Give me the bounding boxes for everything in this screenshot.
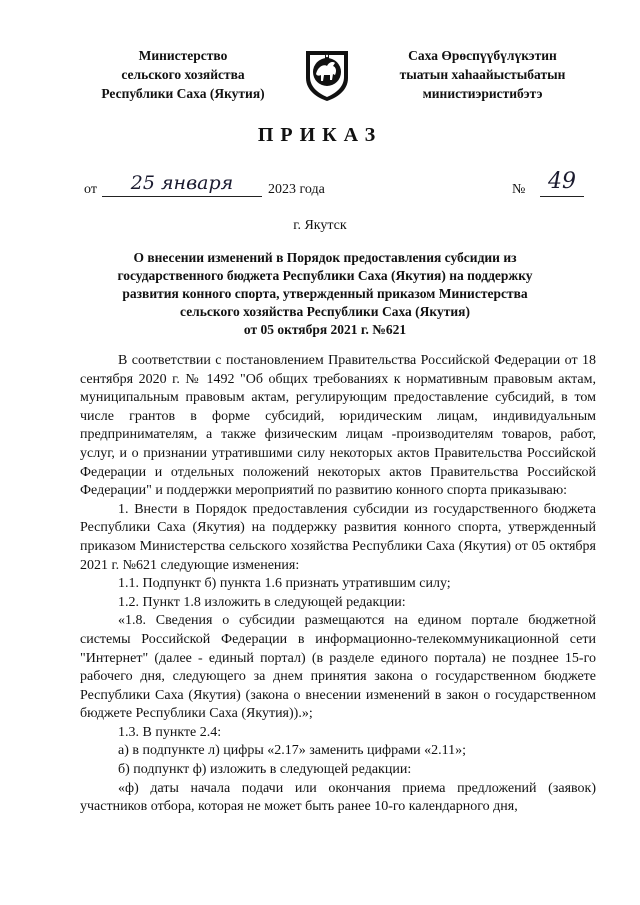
year-text: 2023 года [268, 182, 325, 197]
ministry-name-yakut [380, 46, 585, 103]
subject-line: О внесении изменений в Порядок предоставления субсидии из [133, 250, 517, 265]
body-paragraph: 1.2. Пункт 1.8 изложить в следующей редакции: [118, 594, 406, 610]
handwritten-number: 49 [540, 170, 584, 197]
body-paragraph: «ф) даты начала подачи или окончания приема предложений (заявок) участников отбора, которая не может быть ранее 10-го календарного дня, [80, 780, 596, 815]
body-paragraph: 1. Внести в Порядок предоставления субсидии из государственного бюджета Республики Саха (Якутия) на поддержку развития конного спорта, утвержденный приказом Министерства сельского хозяйства Республики Саха (Якутия) от 05 октября 2021 г. №621 следующие изменения: [80, 501, 596, 573]
subject-line: от 05 октября 2021 г. №621 [243, 322, 407, 337]
subject-line: государственного бюджета Республики Саха (Якутия) на поддержку [117, 268, 533, 283]
ministry-line: Республики Саха (Якутия) [101, 86, 265, 101]
body-paragraph: б) подпункт ф) изложить в следующей редакции: [118, 762, 412, 778]
handwritten-date: 25 января [102, 172, 262, 197]
body-paragraph: «1.8. Сведения о субсидии размещаются на едином портале бюджетной системы Российской Федерации в информационно-телекоммуникационной сети "Интернет" (далее - единый портал) (в разделе единого портала) не позднее 15-го рабочего дня, следующего за днем принятия закона о государственном бюджете Республики Саха (Якутия) (закона о внесении изменений в закон о государственном бюджете Республики Саха (Якутия)).»; [80, 613, 596, 722]
coat-of-arms-icon [302, 48, 352, 102]
body-paragraph: 1.3. В пункте 2.4: [118, 724, 222, 740]
number-prefix: № [512, 182, 526, 197]
ministry-name-russian [78, 46, 288, 103]
subject-line: сельского хозяйства Республики Саха (Якутия) [180, 304, 470, 319]
date-number-line [84, 170, 604, 204]
body-paragraph: В соответствии с постановлением Правительства Российской Федерации от 18 сентября 2020 г. № 1492 "Об общих требованиях к нормативным правовым актам, муниципальным правовым актам, регулирующим предоставление субсидий, в том числе грантов в форме субсидий, юридическим лицам, индивидуальным предпринимателям, а также физическим лицам -производителям товаров, работ, услуг, и о признании утратившими силу некоторых актов Правительства Российской Федерации и отдельных положений некоторых актов Правительства Российской Федерации" и поддержки мероприятий по развитию конного спорта приказываю: [80, 353, 596, 499]
ministry-line: Министерство [138, 48, 228, 63]
body-paragraph: а) в подпункте л) цифры «2.17» заменить цифрами «2.11»; [118, 743, 467, 759]
document-title: ПРИКАЗ [257, 124, 383, 146]
date-prefix: от [84, 182, 97, 197]
body-paragraph: 1.1. Подпункт б) пункта 1.6 признать утратившим силу; [118, 576, 451, 592]
ministry-line: сельского хозяйства [121, 67, 245, 82]
city-name: г. Якутск [293, 218, 347, 233]
order-body [80, 352, 596, 817]
ministry-line: тыатын хаһаайыстыбатын [399, 67, 566, 82]
ministry-line: Саха Өрөспүүбүлүкэтин [408, 48, 557, 63]
ministry-line: министиэристибэтэ [422, 86, 543, 101]
subject-line: развития конного спорта, утвержденный приказом Министерства [122, 286, 528, 301]
order-subject [90, 249, 560, 339]
